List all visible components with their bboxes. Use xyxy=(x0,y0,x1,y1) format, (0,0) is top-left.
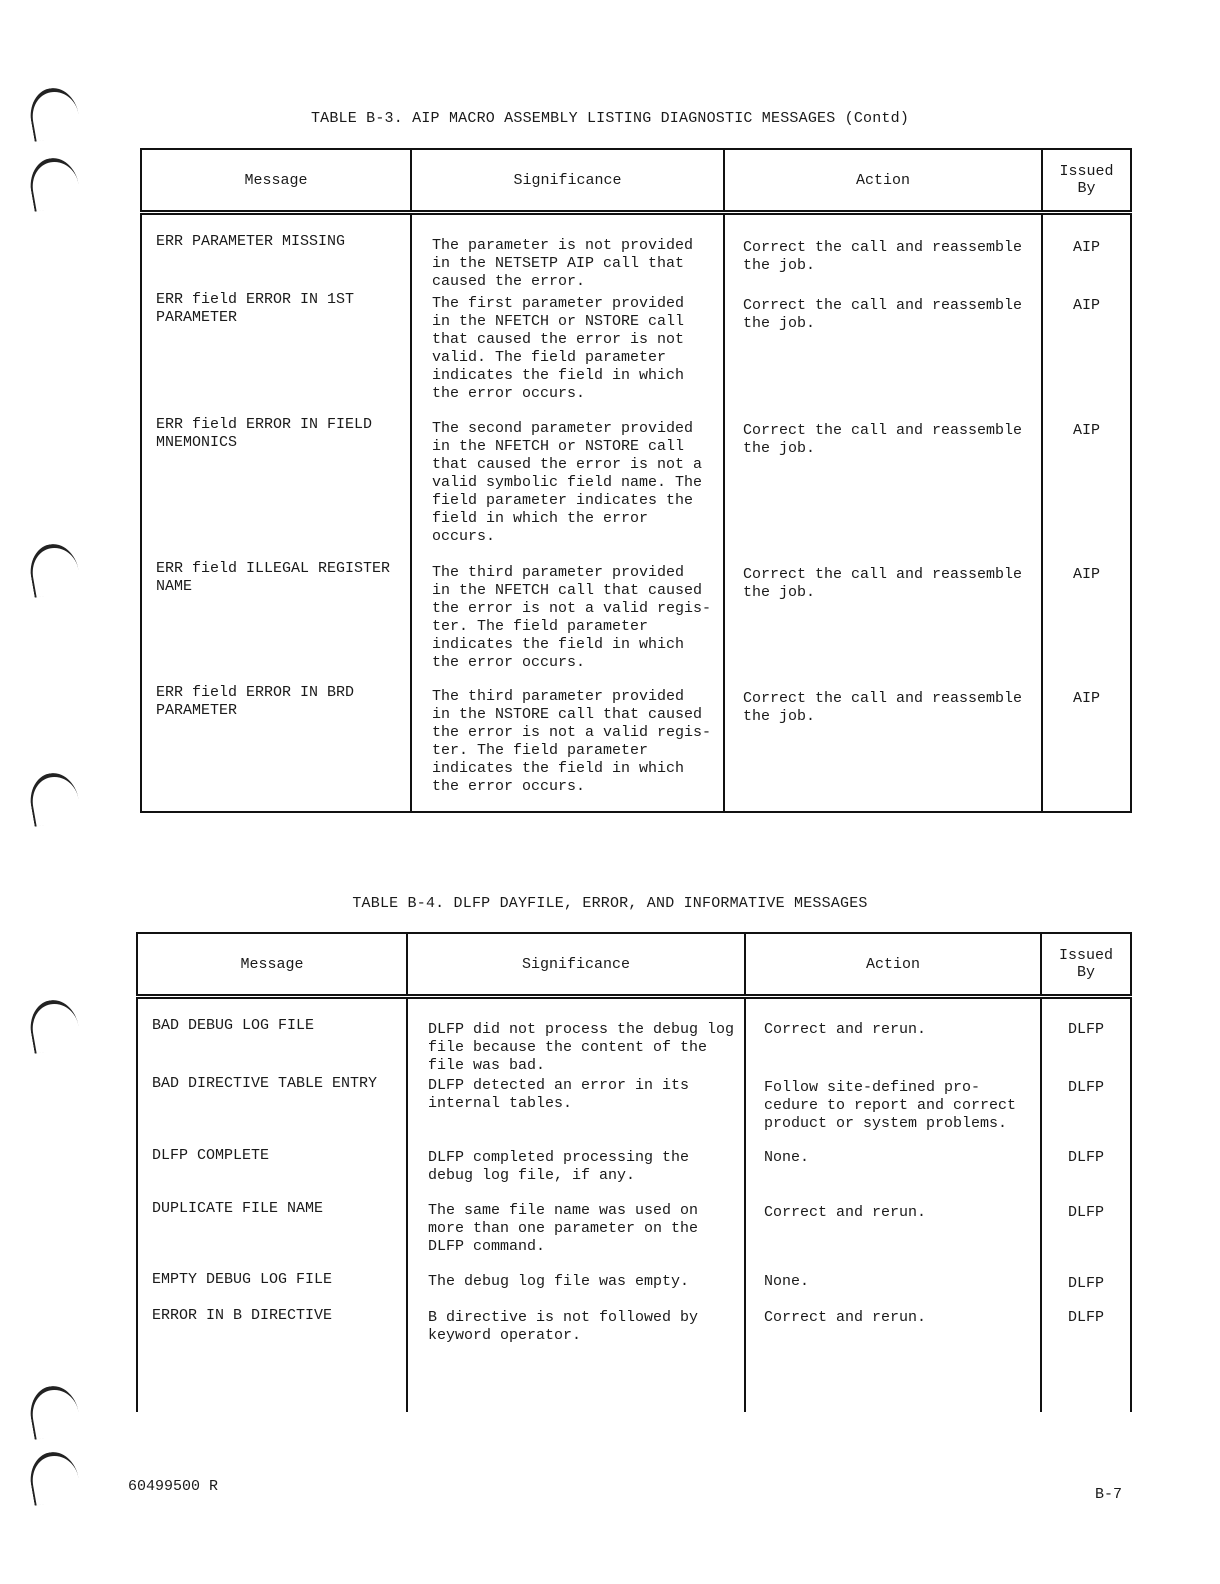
binder-hole-mark xyxy=(26,1382,82,1440)
issued-by-cell: AIP xyxy=(1042,560,1131,684)
significance-cell: The debug log file was empty. xyxy=(407,1271,745,1307)
significance-cell: DLFP detected an error in its internal tables. xyxy=(407,1075,745,1147)
table1-caption: TABLE B-3. AIP MACRO ASSEMBLY LISTING DIAGNOSTIC MESSAGES (Contd) xyxy=(310,110,910,127)
table-row xyxy=(137,1271,1131,1307)
message-cell: ERR field ERROR IN 1ST PARAMETER xyxy=(141,291,411,416)
table-row xyxy=(137,1075,1131,1147)
issued-by-cell: DLFP xyxy=(1041,1147,1131,1200)
significance-cell: The parameter is not provided in the NETSETP AIP call that caused the error. xyxy=(411,213,724,292)
significance-cell: DLFP did not process the debug log file because the content of the file was bad. xyxy=(407,997,745,1076)
message-cell: EMPTY DEBUG LOG FILE xyxy=(137,1271,407,1307)
table2-header-action: Action xyxy=(745,933,1041,997)
table2-header-issued-by: Issued By xyxy=(1041,933,1131,997)
table-row xyxy=(137,997,1131,1076)
table1-header-action: Action xyxy=(724,149,1042,213)
action-cell: None. xyxy=(745,1147,1041,1200)
table1-header-significance: Significance xyxy=(411,149,724,213)
message-cell: ERR field ERROR IN BRD PARAMETER xyxy=(141,684,411,812)
binder-hole-mark xyxy=(26,1448,82,1506)
issued-by-cell: DLFP xyxy=(1041,1271,1131,1307)
action-cell: Correct and rerun. xyxy=(745,1307,1041,1412)
table-row xyxy=(141,684,1131,812)
issued-by-cell: AIP xyxy=(1042,684,1131,812)
binder-hole-mark xyxy=(26,996,82,1054)
issued-by-cell: DLFP xyxy=(1041,1307,1131,1412)
action-cell: Correct the call and reassemble the job. xyxy=(724,291,1042,416)
table2-caption: TABLE B-4. DLFP DAYFILE, ERROR, AND INFORMATIVE MESSAGES xyxy=(352,895,868,912)
significance-cell: The second parameter provided in the NFETCH or NSTORE call that caused the error is not a valid symbolic field name. The field parameter indicates the field in which the error occurs. xyxy=(411,416,724,560)
issued-by-cell: DLFP xyxy=(1041,1075,1131,1147)
significance-cell: DLFP completed processing the debug log file, if any. xyxy=(407,1147,745,1200)
action-cell: Correct the call and reassemble the job. xyxy=(724,560,1042,684)
binder-hole-mark xyxy=(26,540,82,598)
table-row xyxy=(137,1307,1131,1412)
issued-by-cell: AIP xyxy=(1042,291,1131,416)
significance-cell: The same file name was used on more than one parameter on the DLFP command. xyxy=(407,1200,745,1271)
document-number: 60499500 R xyxy=(128,1478,219,1495)
binder-hole-mark xyxy=(26,154,82,212)
page-number: B-7 xyxy=(1095,1486,1123,1503)
action-cell: Follow site-defined pro- cedure to report and correct product or system problems. xyxy=(745,1075,1041,1147)
action-cell: Correct and rerun. xyxy=(745,1200,1041,1271)
table1-header-message: Message xyxy=(141,149,411,213)
message-cell: BAD DIRECTIVE TABLE ENTRY xyxy=(137,1075,407,1147)
table-row xyxy=(141,213,1131,292)
table-row xyxy=(137,1200,1131,1271)
significance-cell: The first parameter provided in the NFETCH or NSTORE call that caused the error is not valid. The field parameter indicates the field in which the error occurs. xyxy=(411,291,724,416)
action-cell: Correct the call and reassemble the job. xyxy=(724,416,1042,560)
table-row xyxy=(141,560,1131,684)
message-cell: DLFP COMPLETE xyxy=(137,1147,407,1200)
action-cell: Correct and rerun. xyxy=(745,997,1041,1076)
table1 xyxy=(140,148,1132,813)
issued-by-cell: AIP xyxy=(1042,416,1131,560)
issued-by-cell: DLFP xyxy=(1041,997,1131,1076)
message-cell: BAD DEBUG LOG FILE xyxy=(137,997,407,1076)
table1-header-row xyxy=(141,149,1131,213)
significance-cell: B directive is not followed by keyword operator. xyxy=(407,1307,745,1412)
table2-header-row xyxy=(137,933,1131,997)
issued-by-cell: DLFP xyxy=(1041,1200,1131,1271)
table1-header-issued-by: Issued By xyxy=(1042,149,1131,213)
table2-header-significance: Significance xyxy=(407,933,745,997)
issued-by-cell: AIP xyxy=(1042,213,1131,292)
message-cell: DUPLICATE FILE NAME xyxy=(137,1200,407,1271)
table2-header-message: Message xyxy=(137,933,407,997)
message-cell: ERR field ILLEGAL REGISTER NAME xyxy=(141,560,411,684)
table-row xyxy=(141,416,1131,560)
action-cell: Correct the call and reassemble the job. xyxy=(724,684,1042,812)
message-cell: ERR PARAMETER MISSING xyxy=(141,213,411,292)
table-row xyxy=(137,1147,1131,1200)
action-cell: Correct the call and reassemble the job. xyxy=(724,213,1042,292)
action-cell: None. xyxy=(745,1271,1041,1307)
message-cell: ERR field ERROR IN FIELD MNEMONICS xyxy=(141,416,411,560)
significance-cell: The third parameter provided in the NSTORE call that caused the error is not a valid regis- ter. The field parameter indicates the field in which the error occurs. xyxy=(411,684,724,812)
significance-cell: The third parameter provided in the NFETCH call that caused the error is not a valid regis- ter. The field parameter indicates the field in which the error occurs. xyxy=(411,560,724,684)
table-row xyxy=(141,291,1131,416)
message-cell: ERROR IN B DIRECTIVE xyxy=(137,1307,407,1412)
table2 xyxy=(136,932,1132,1412)
binder-hole-mark xyxy=(26,769,82,827)
